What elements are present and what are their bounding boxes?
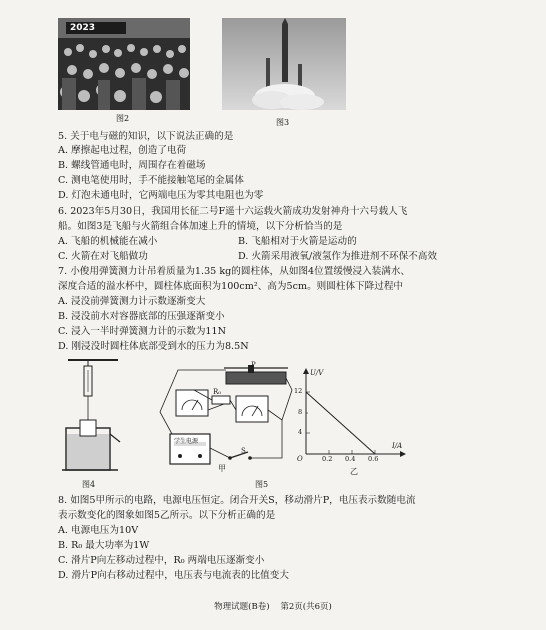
graph-y-tick-4: 4 bbox=[298, 428, 303, 436]
page-footer: 物理试题(B卷) 第2页(共6页) bbox=[214, 602, 332, 612]
graph-y-tick-8: 8 bbox=[298, 408, 303, 416]
q7-stem-line1: 7. 小俊用弹簧测力计吊着质量为1.35 kg的圆柱体，从如图4位置缓慢浸入装满水、 bbox=[58, 266, 411, 277]
q8-stem-line1: 8. 如图5甲所示的电路，电源电压恒定。闭合开关S，移动滑片P，电压表示数随电流 bbox=[58, 495, 416, 506]
q7-option-b: B. 浸没前水对容器底部的压强逐渐变小 bbox=[58, 311, 225, 322]
q7-option-a: A. 浸没前弹簧测力计示数逐渐变大 bbox=[58, 296, 206, 307]
figure-5-yi-label: 乙 bbox=[350, 467, 358, 476]
q5-option-a: A. 摩擦起电过程，创造了电荷 bbox=[58, 145, 187, 156]
figure-5-jia-label: 甲 bbox=[218, 464, 226, 473]
figure-5-circuit bbox=[148, 360, 298, 470]
q5-option-b: B. 螺线管通电时，周围存在着磁场 bbox=[58, 160, 206, 171]
figure-2-photo bbox=[58, 18, 190, 110]
figure-3-caption: 图3 bbox=[276, 118, 290, 127]
q5-option-c: C. 测电笔使用时，手不能接触笔尾的金属体 bbox=[58, 175, 244, 186]
figure-3-photo bbox=[222, 18, 346, 110]
r0-label: R₀ bbox=[213, 388, 222, 396]
q6-option-c: C. 火箭在对飞船做功 bbox=[58, 251, 148, 262]
graph-x-tick-0-2: 0.2 bbox=[322, 455, 333, 463]
figure-2-caption: 图2 bbox=[116, 114, 130, 123]
graph-y-axis-label: U/V bbox=[310, 369, 324, 377]
figure-4-diagram bbox=[58, 358, 128, 476]
q7-option-c: C. 浸入一半时弹簧测力计的示数为11N bbox=[58, 326, 227, 337]
q6-option-a: A. 飞船的机械能在减小 bbox=[58, 236, 158, 247]
q6-stem-line2: 船。如图3是飞船与火箭组合体加速上升的情境，以下分析恰当的是 bbox=[58, 221, 343, 232]
q6-stem-line1: 6. 2023年5月30日，我国用长征二号F遥十六运载火箭成功发射神舟十六号载人飞 bbox=[58, 206, 408, 217]
power-supply-label: 学生电源 bbox=[174, 438, 199, 445]
figure-5-caption: 图5 bbox=[255, 480, 269, 489]
rheostat-p-label: P bbox=[251, 361, 256, 369]
q8-option-a: A. 电源电压为10V bbox=[58, 525, 139, 536]
q8-stem-line2: 表示数变化的图象如图5乙所示。以下分析正确的是 bbox=[58, 510, 276, 521]
banner-text: 2023 bbox=[70, 23, 96, 33]
q7-stem-line2: 深度合适的溢水杯中，圆柱体底面积为100cm²、高为5cm。则圆柱体下降过程中 bbox=[58, 281, 404, 292]
q6-option-d: D. 火箭采用液氧/液氢作为推进剂不环保不高效 bbox=[238, 251, 437, 262]
graph-x-axis-label: I/A bbox=[392, 442, 403, 450]
graph-y-tick-12: 12 bbox=[294, 387, 303, 395]
figure-4-caption: 图4 bbox=[82, 480, 96, 489]
rocket-image bbox=[222, 18, 346, 110]
graph-x-tick-0-4: 0.4 bbox=[345, 455, 356, 463]
q8-option-c: C. 滑片P向左移动过程中，R₀ 两端电压逐渐变小 bbox=[58, 555, 265, 566]
q5-stem: 5. 关于电与磁的知识，以下说法正确的是 bbox=[58, 131, 234, 142]
q8-option-b: B. R₀ 最大功率为1W bbox=[58, 540, 150, 551]
q8-option-d: D. 滑片P向右移动过程中，电压表与电流表的比值变大 bbox=[58, 570, 289, 581]
q5-option-d: D. 灯泡未通电时，它两端电压为零其电阻也为零 bbox=[58, 190, 264, 201]
q6-option-b: B. 飞船相对于火箭是运动的 bbox=[238, 236, 357, 247]
graph-x-tick-0-6: 0.6 bbox=[368, 455, 379, 463]
graph-origin-label: O bbox=[297, 455, 303, 463]
switch-s-label: S bbox=[241, 447, 246, 455]
q7-option-d: D. 刚浸没时圆柱体底部受到水的压力为8.5N bbox=[58, 341, 249, 352]
